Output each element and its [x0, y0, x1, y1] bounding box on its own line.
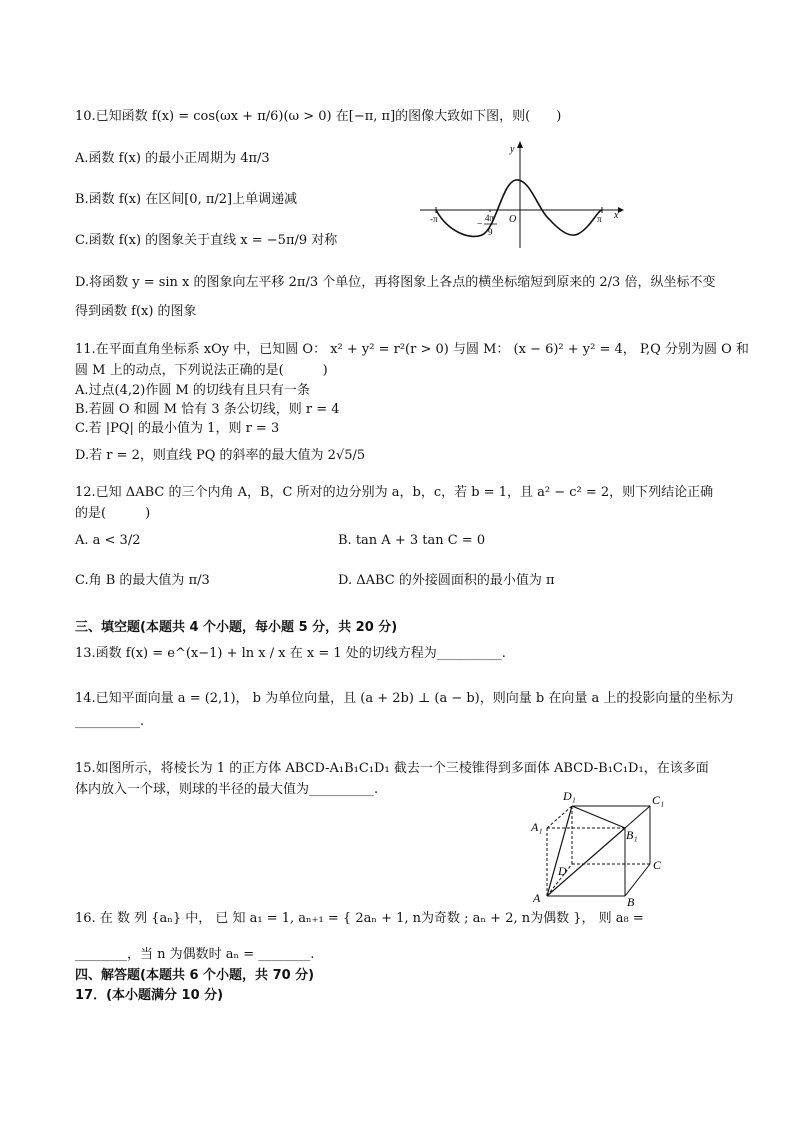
q12-option-a: A. a < 3/2	[75, 533, 141, 548]
q15-label-c1: C₁	[652, 793, 665, 807]
section-3-heading: 三、填空题(本题共 4 个小题，每小题 5 分，共 20 分)	[75, 620, 398, 635]
q10-cosine-graph	[420, 140, 625, 250]
q10-graph-left-tick: -π	[430, 214, 438, 224]
q10-graph-marker-num: 4π	[485, 213, 495, 223]
q10-graph-y-label: y	[510, 144, 515, 155]
q11-option-c: C.若 |PQ| 的最小值为 1，则 r = 3	[75, 421, 280, 436]
q13-text: 13.函数 f(x) = e^(x−1) + ln x / x 在 x = 1 处的切线方程为__________.	[75, 646, 506, 661]
q15-label-d1: D₁	[563, 789, 576, 803]
q15-line2: 体内放入一个球，则球的半径的最大值为__________.	[75, 782, 379, 797]
q10-stem: 10.已知函数 f(x) = cos(ωx + π/6)(ω > 0) 在[−π, π]的图像大致如下图，则( )	[75, 109, 562, 124]
q11-stem-line1: 11.在平面直角坐标系 xOy 中，已知圆 O： x² + y² = r²(r > 0) 与圆 M： (x − 6)² + y² = 4， P,Q 分别为圆 O 和	[75, 342, 749, 357]
q11-option-a: A.过点(4,2)作圆 M 的切线有且只有一条	[75, 383, 310, 398]
q15-label-b1: B₁	[626, 828, 638, 842]
q10-option-d-line2: 得到函数 f(x) 的图象	[75, 304, 197, 319]
q10-option-d-line1: D.将函数 y = sin x 的图象向左平移 2π/3 个单位，再将图象上各点的横坐标缩短到原来的 2/3 倍，纵坐标不变	[75, 275, 716, 290]
q10-graph-marker-sign: −	[477, 219, 483, 230]
q14-line2: __________.	[75, 714, 145, 729]
q10-option-c: C.函数 f(x) 的图象关于直线 x = −5π/9 对称	[75, 233, 338, 248]
q16-line2: ________，当 n 为偶数时 aₙ = ________.	[75, 947, 315, 962]
section-4-heading: 四、解答题(本题共 6 个小题，共 70 分)	[75, 968, 315, 983]
q10-option-b: B.函数 f(x) 在区间[0, π/2]上单调递减	[75, 192, 298, 207]
q17-heading: 17．(本小题满分 10 分)	[75, 988, 224, 1003]
q15-label-a: A	[533, 891, 541, 905]
q10-graph-marker-den: 9	[488, 227, 493, 237]
q16-line1: 16. 在 数 列 {aₙ} 中， 已 知 a₁ = 1, aₙ₊₁ = { 2aₙ + 1, n为奇数 ; aₙ + 2, n为偶数 }， 则 a₈ =	[75, 911, 644, 926]
q10-option-a: A.函数 f(x) 的最小正周期为 4π/3	[75, 151, 270, 166]
q15-label-d: D	[558, 864, 567, 878]
q10-graph-x-label: x	[614, 210, 619, 221]
q12-option-d: D. ΔABC 的外接圆面积的最小值为 π	[338, 573, 555, 588]
q15-label-b: B	[627, 895, 635, 906]
q11-stem-line2: 圆 M 上的动点，下列说法正确的是( )	[75, 363, 328, 378]
q12-stem-line2: 的是( )	[75, 506, 151, 521]
q12-option-b: B. tan A + 3 tan C = 0	[338, 533, 486, 548]
q12-stem-line1: 12.已知 ΔABC 的三个内角 A，B，C 所对的边分别为 a，b，c，若 b = 1，且 a² − c² = 2，则下列结论正确	[75, 485, 714, 500]
q12-option-c: C.角 B 的最大值为 π/3	[75, 573, 210, 588]
q10-graph-right-tick: π	[597, 214, 602, 224]
q15-cube-figure	[525, 786, 675, 906]
q14-line1: 14.已知平面向量 a = (2,1)， b 为单位向量，且 (a + 2b) ⊥ (a − b)，则向量 b 在向量 a 上的投影向量的坐标为	[75, 691, 734, 706]
q11-option-d: D.若 r = 2，则直线 PQ 的斜率的最大值为 2√5/5	[75, 448, 366, 463]
q15-label-c: C	[653, 858, 662, 872]
q15-line1: 15.如图所示，将棱长为 1 的正方体 ABCD-A₁B₁C₁D₁ 截去一个三棱锥得到多面体 ABCD-B₁C₁D₁，在该多面	[75, 761, 709, 776]
q10-graph-origin-label: O	[509, 214, 517, 225]
q11-option-b: B.若圆 O 和圆 M 恰有 3 条公切线，则 r = 4	[75, 402, 340, 417]
q15-label-a1: A₁	[531, 820, 543, 834]
